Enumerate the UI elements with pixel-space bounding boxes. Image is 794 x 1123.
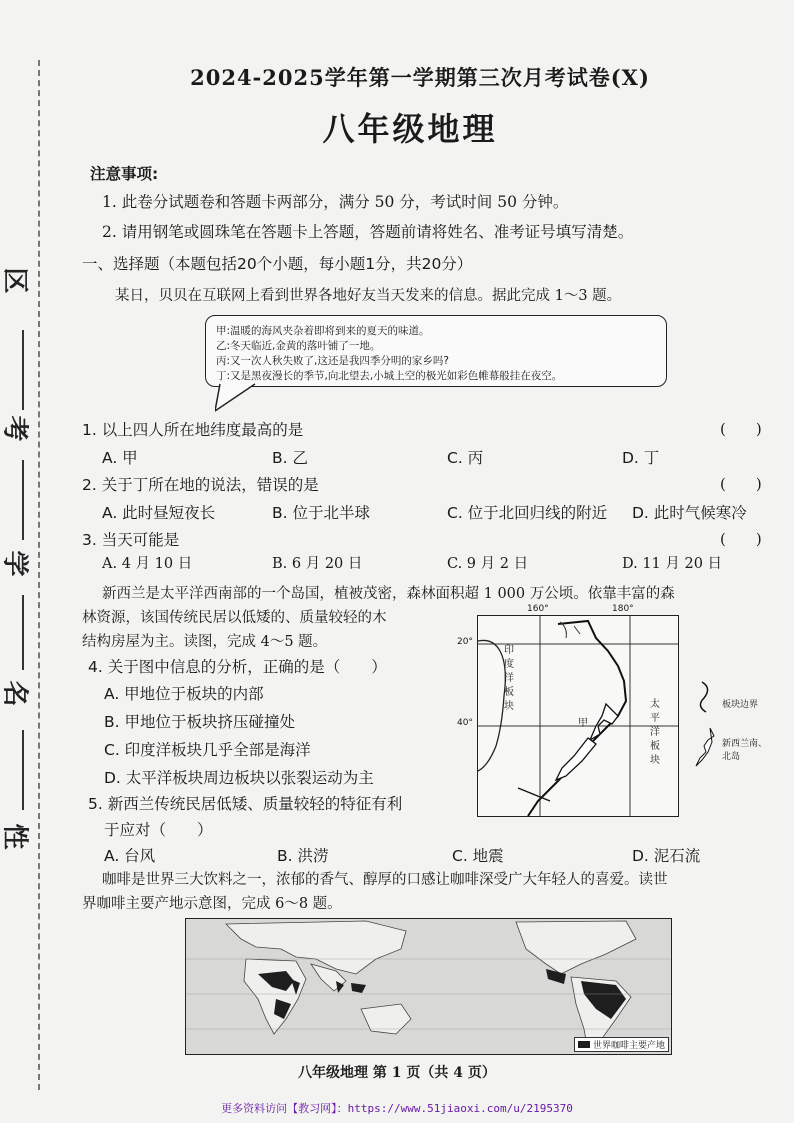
binding-rule: [22, 330, 24, 410]
binding-char: 区: [0, 267, 30, 294]
answer-paren: ( ): [720, 530, 762, 548]
question-5-stem: 5. 新西兰传统民居低矮、质量较轻的特征有利: [88, 795, 403, 813]
coffee-legend-swatch: [578, 1041, 590, 1048]
binding-dash-line: [38, 60, 40, 1090]
option: A. 甲: [102, 449, 138, 467]
passage-line: 结构房屋为主。读图，完成 4～5 题。: [82, 634, 328, 650]
option: B. 乙: [272, 449, 308, 467]
message-bubble: [205, 315, 667, 387]
question-3-stem: 3. 当天可能是: [82, 531, 180, 549]
option: C. 位于北回归线的附近: [447, 504, 608, 522]
passage-line: 林资源，该国传统民居以低矮的、质量较轻的木: [82, 610, 387, 626]
lon-label: 160°: [527, 604, 549, 614]
point-jia-label: 甲: [578, 718, 588, 729]
binding-char: 名: [0, 680, 30, 707]
option: D. 此时气候寒冷: [632, 504, 747, 522]
binding-rule: [22, 595, 24, 670]
answer-paren: ( ): [720, 475, 762, 493]
option: D. 太平洋板块周边板块以张裂运动为主: [104, 769, 374, 787]
option: A. 此时昼短夜长: [102, 504, 216, 522]
option: B. 洪涝: [277, 847, 329, 865]
option: B. 位于北半球: [272, 504, 370, 522]
pacific-plate-label: 太平洋板块: [650, 699, 660, 766]
option: B. 甲地位于板块挤压碰撞处: [104, 713, 295, 731]
section-intro: 某日，贝贝在互联网上看到世界各地好友当天发来的信息。据此完成 1～3 题。: [115, 288, 622, 304]
option: D. 11 月 20 日: [622, 556, 723, 572]
lat-label: 20°: [457, 637, 473, 647]
legend-nz-label: 新西兰南、北岛: [722, 739, 768, 762]
option: C. 地震: [452, 847, 504, 865]
message-line: 丁:又是黑夜漫长的季节,向北望去,小城上空的极光如彩色帷幕般挂在夜空。: [216, 370, 563, 382]
lon-label: 180°: [612, 604, 634, 614]
option: C. 丙: [447, 449, 484, 467]
option: C. 9 月 2 日: [447, 556, 529, 572]
answer-paren: ( ): [720, 420, 762, 438]
message-line: 丙:又一次人秋失败了,这还是我四季分明的家乡吗?: [216, 355, 449, 367]
section-heading: 一、选择题（本题包括20个小题，每小题1分，共20分）: [82, 255, 473, 273]
passage-line: 咖啡是世界三大饮料之一，浓郁的香气、醇厚的口感让咖啡深受广大年轻人的喜爱。读世: [102, 872, 668, 888]
binding-rule: [22, 460, 24, 540]
indian-plate-label: 印度洋板块: [504, 645, 514, 712]
subject-title: 八年级地理: [322, 110, 498, 148]
legend-boundary-label: 板块边界: [722, 700, 759, 710]
question-1-stem: 1. 以上四人所在地纬度最高的是: [82, 421, 304, 439]
binding-char: 性: [0, 823, 30, 850]
question-2-stem: 2. 关于丁所在地的说法，错误的是: [82, 476, 319, 494]
passage-line: 界咖啡主要产地示意图，完成 6～8 题。: [82, 896, 342, 912]
nz-map-legend-symbols: [690, 680, 720, 770]
watermark-link[interactable]: 更多资料访问【教习网】：https://www.51jiaoxi.com/u/2195370: [221, 1102, 573, 1115]
notes-item: 1. 此卷分试题卷和答题卡两部分，满分 50 分，考试时间 50 分钟。: [102, 193, 569, 211]
notes-item: 2. 请用钢笔或圆珠笔在答题卡上答题，答题前请将姓名、准考证号填写清楚。: [102, 223, 634, 241]
option: D. 丁: [622, 449, 660, 467]
option: A. 4 月 10 日: [102, 556, 193, 572]
option: B. 6 月 20 日: [272, 556, 363, 572]
world-map-caption: 世界咖啡主要产地: [592, 1041, 665, 1051]
question-4-stem: 4. 关于图中信息的分析，正确的是（ ）: [88, 658, 387, 676]
option: C. 印度洋板块几乎全部是海洋: [104, 741, 311, 759]
message-line: 乙:冬天临近,金黄的落叶铺了一地。: [216, 340, 381, 352]
nz-plate-map: [477, 615, 679, 817]
world-map-graphic: [186, 919, 671, 1054]
binding-char: 学: [0, 550, 30, 577]
question-5-stem: 于应对（ ）: [104, 821, 213, 839]
option: A. 甲地位于板块的内部: [104, 685, 264, 703]
message-line: 甲:温暖的海风夹杂着即将到来的夏天的味道。: [216, 325, 430, 337]
exam-title: 2024-2025学年第一学期第三次月考试卷(X): [190, 65, 650, 90]
option: D. 泥石流: [632, 847, 701, 865]
passage-line: 新西兰是太平洋西南部的一个岛国，植被茂密，森林面积超 1 000 万公顷。依靠丰富的森: [102, 586, 675, 602]
world-coffee-map: [185, 918, 672, 1055]
binding-rule: [22, 730, 24, 810]
option: A. 台风: [104, 847, 156, 865]
binding-char: 考: [0, 415, 30, 442]
bubble-tail: [215, 383, 265, 413]
lat-label: 40°: [457, 718, 473, 728]
notes-heading: 注意事项:: [90, 165, 159, 183]
page-footer: 八年级地理 第 1 页（共 4 页）: [298, 1065, 496, 1081]
